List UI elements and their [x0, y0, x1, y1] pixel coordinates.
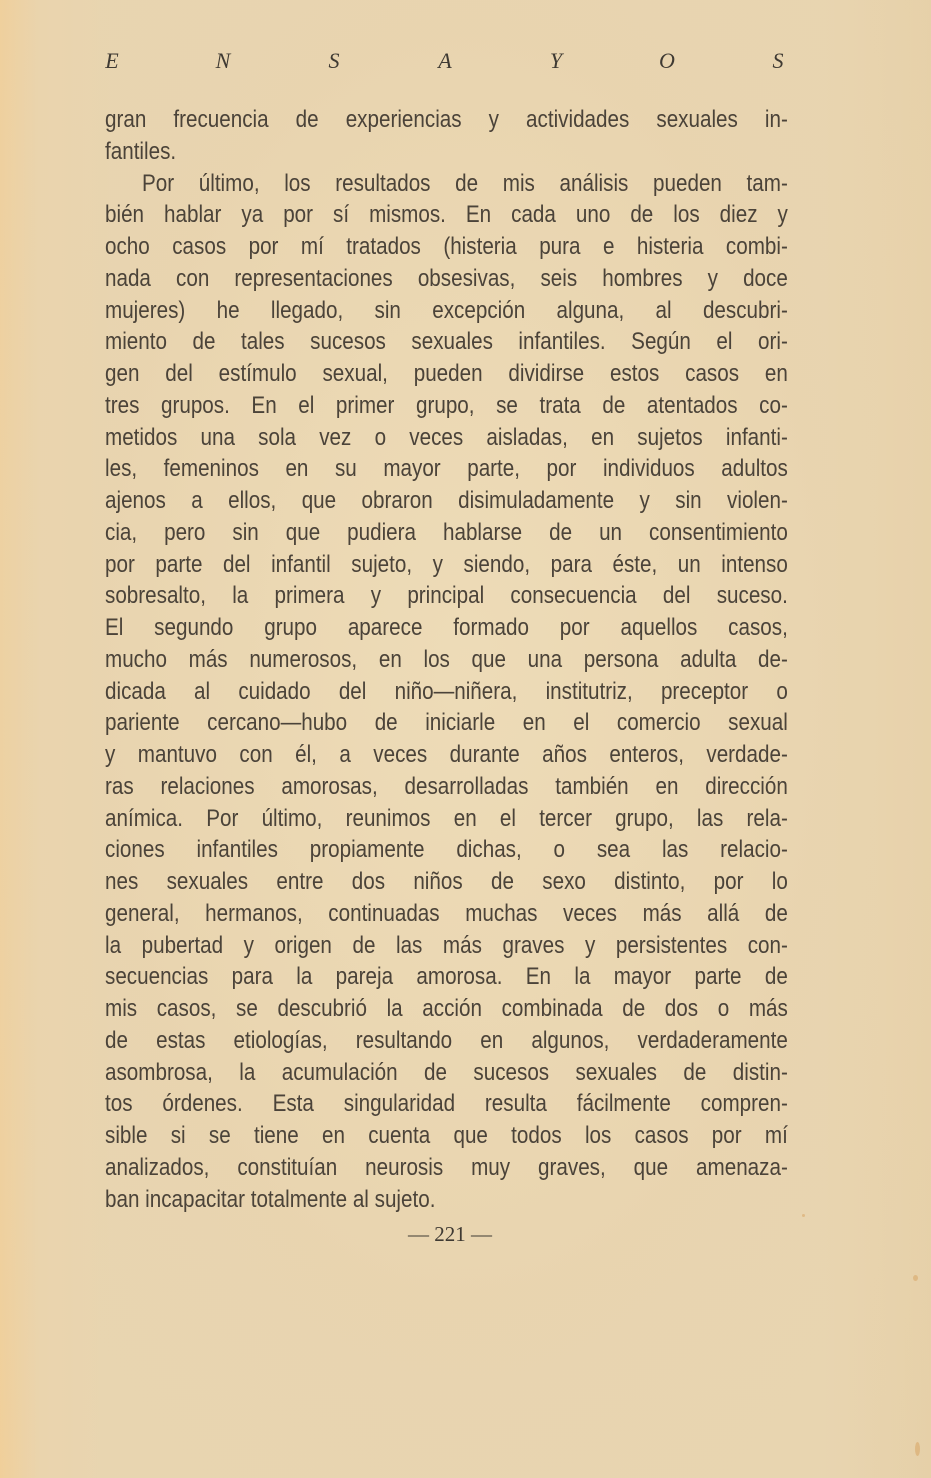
page-number: — 221 —: [408, 1222, 492, 1246]
text-line: mujeres) he llegado, sin excepción alguna, al descubri-: [105, 296, 788, 324]
text-line: fantiles.: [105, 137, 177, 165]
running-head-letter: Y: [549, 48, 563, 73]
text-line: nes sexuales entre dos niños de sexo distinto, por lo: [105, 868, 788, 895]
text-line: de estas etiologías, resultando en algunos, verdaderamente: [105, 1026, 788, 1054]
text-line: El segundo grupo aparece formado por aquellos casos,: [105, 614, 788, 641]
text-line: asombrosa, la acumulación de sucesos sexuales de distin-: [105, 1058, 788, 1086]
text-line: gen del estímulo sexual, pueden dividirse estos casos en: [105, 360, 788, 387]
text-line: pariente cercano—hubo de iniciarle en el comercio sexual: [105, 709, 788, 737]
paragraph-continuation: [105, 104, 788, 168]
running-head-letter: N: [215, 48, 231, 73]
text-line: mis casos, se descubrió la acción combinada de dos o más: [105, 995, 788, 1022]
text-line: y mantuvo con él, a veces durante años enteros, verdade-: [105, 741, 788, 768]
text-line: ciones infantiles propiamente dichas, o sea las relacio-: [105, 836, 788, 864]
running-head-letter: O: [659, 48, 675, 73]
text-line: secuencias para la pareja amorosa. En la mayor parte de: [105, 963, 788, 991]
text-line: les, femeninos en su mayor parte, por individuos adultos: [105, 455, 788, 483]
text-line: ajenos a ellos, que obraron disimuladamente y sin violen-: [105, 487, 788, 514]
text-line: anímica. Por último, reunimos en el tercer grupo, las rela-: [105, 804, 788, 832]
text-line: bién hablar ya por sí mismos. En cada uno de los diez y: [105, 201, 788, 229]
text-line: tos órdenes. Esta singularidad resulta fácilmente compren-: [105, 1090, 788, 1118]
running-head-letter: S: [772, 48, 784, 73]
text-line: gran frecuencia de experiencias y actividades sexuales in-: [105, 106, 788, 133]
text-line: analizados, constituían neurosis muy graves, que amenaza-: [105, 1153, 788, 1181]
running-head-letter: E: [105, 48, 119, 73]
paper-stain: [913, 1275, 918, 1281]
text-line: mucho más numerosos, en los que una persona adulta de-: [105, 645, 788, 673]
text-line: por parte del infantil sujeto, y siendo, para éste, un intenso: [105, 550, 788, 578]
text-line: miento de tales sucesos sexuales infantiles. Según el ori-: [105, 328, 788, 356]
paper-stain: [915, 1442, 920, 1456]
text-line: tres grupos. En el primer grupo, se trata de atentados co-: [105, 391, 788, 419]
paragraph-main: [105, 168, 788, 1216]
text-line: ras relaciones amorosas, desarrolladas también en dirección: [105, 772, 788, 800]
text-line: la pubertad y origen de las más graves y persistentes con-: [105, 931, 788, 959]
running-head-letter: S: [328, 48, 340, 73]
text-line: general, hermanos, continuadas muchas veces más allá de: [105, 899, 788, 927]
text-line: metidos una sola vez o veces aisladas, en sujetos infanti-: [105, 423, 788, 451]
text-line: ban incapacitar totalmente al sujeto.: [105, 1185, 436, 1213]
text-line: sobresalto, la primera y principal consecuencia del suceso.: [105, 582, 788, 610]
running-head-letter: A: [438, 48, 452, 73]
running-head: [100, 48, 790, 74]
text-line: nada con representaciones obsesivas, seis hombres y doce: [105, 264, 788, 292]
text-line: sible si se tiene en cuenta que todos los casos por mí: [105, 1122, 788, 1149]
body-text: [105, 104, 788, 1215]
text-line: Por último, los resultados de mis análisis pueden tam-: [141, 169, 788, 197]
text-line: dicada al cuidado del niño—niñera, institutriz, preceptor o: [105, 677, 788, 705]
paper-stain: [802, 1214, 805, 1217]
text-line: ocho casos por mí tratados (histeria pura e histeria combi-: [105, 233, 788, 260]
text-line: cia, pero sin que pudiera hablarse de un consentimiento: [105, 518, 788, 546]
